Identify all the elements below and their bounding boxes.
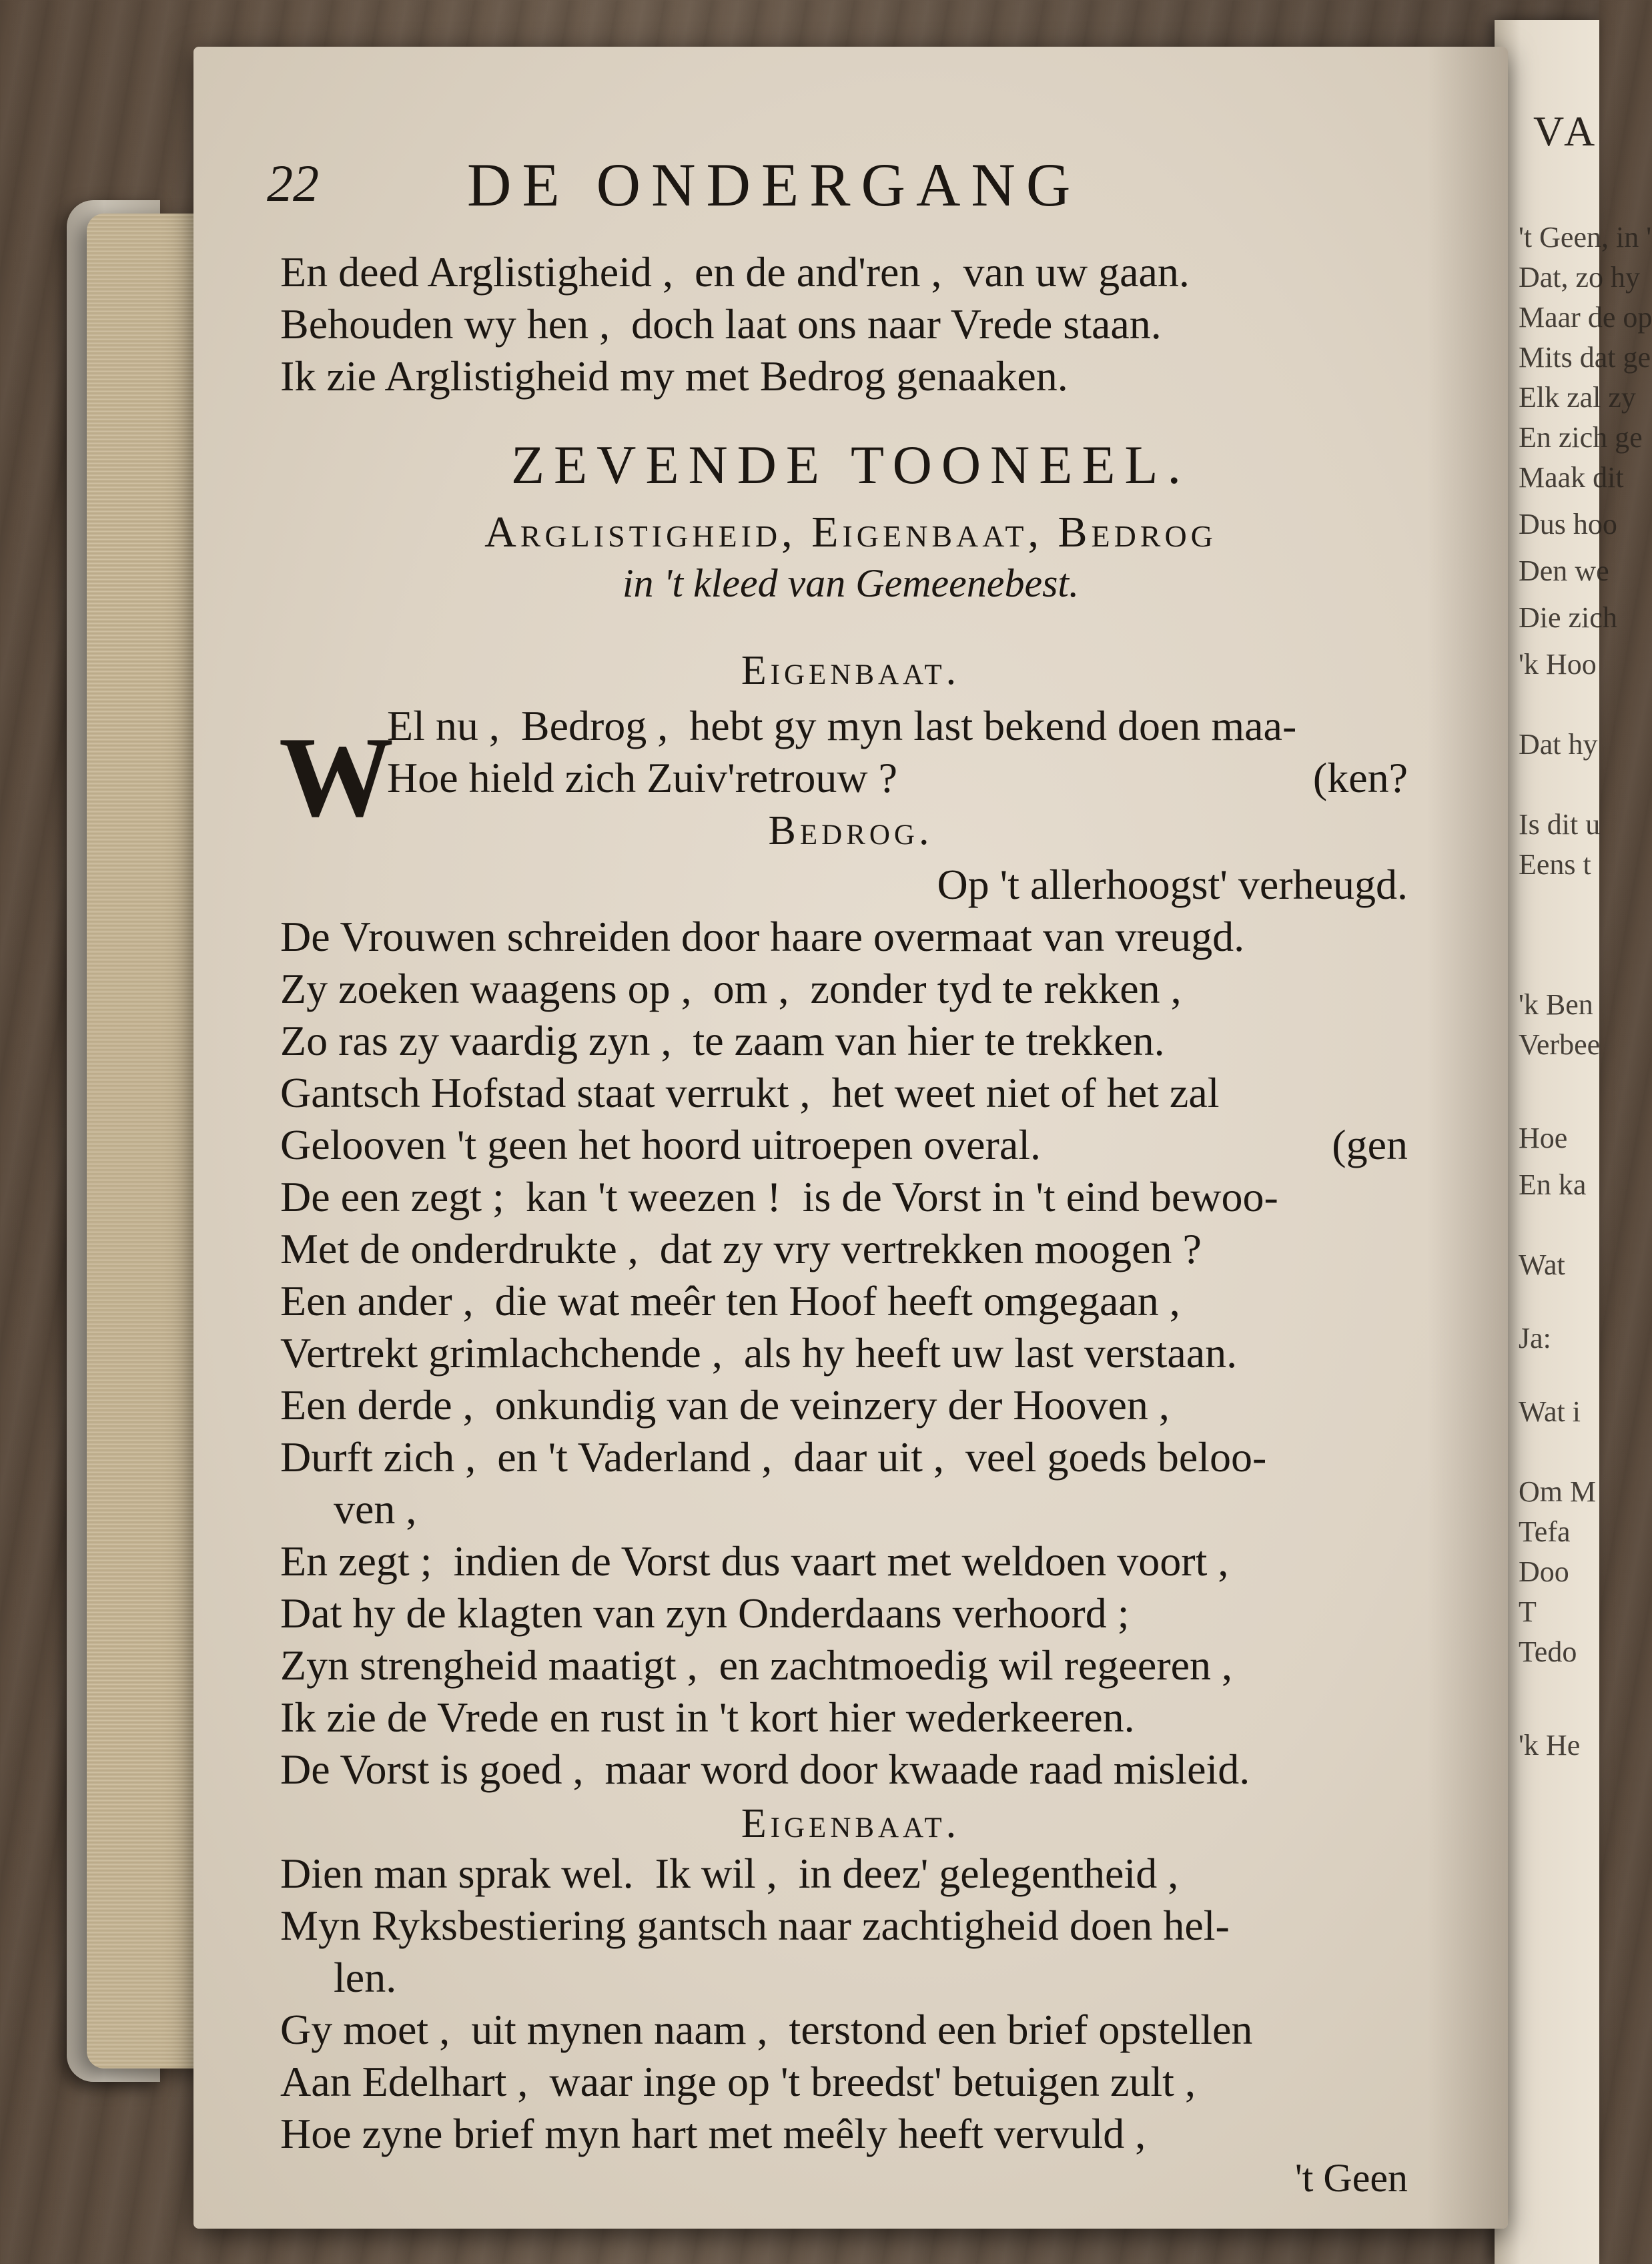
catchword: 't Geen: [1294, 2156, 1408, 2200]
verse-line: Hoe hield zich Zuiv'retrouw ?: [387, 754, 898, 801]
verse-line: Dien man sprak wel. Ik wil , in deez' gelegentheid ,: [280, 1850, 1179, 1897]
verse-line: Zo ras zy vaardig zyn , te zaam van hier te trekken.: [280, 1017, 1165, 1064]
speaker-name: Eigenbaat.: [741, 1801, 961, 1846]
verse-line-continuation: ven ,: [334, 1485, 417, 1533]
facing-page-line: 'k Hoo: [1519, 648, 1597, 681]
facing-page-line: Wat: [1519, 1248, 1565, 1281]
verse-line: Een derde , onkundig van de veinzery der Hooven ,: [280, 1381, 1170, 1429]
verse-line: De Vrouwen schreiden door haare overmaat van vreugd.: [280, 913, 1245, 960]
speaker-name: Bedrog.: [768, 808, 933, 853]
verse-line: El nu , Bedrog , hebt gy myn last bekend doen maa-: [387, 702, 1297, 749]
verse-line: Durft zich , en 't Vaderland , daar uit , veel goeds beloo-: [280, 1433, 1267, 1481]
facing-page-line: Dat hy: [1519, 728, 1598, 761]
page-number: 22: [267, 154, 319, 212]
facing-page-line: Elk zal zy: [1519, 381, 1636, 414]
facing-page-line: Mits dat ge: [1519, 341, 1651, 374]
verse-line: Een ander , die wat meêr ten Hoof heeft omgegaan ,: [280, 1277, 1180, 1325]
verse-line: Zyn strengheid maatigt , en zachtmoedig wil regeeren ,: [280, 1641, 1233, 1689]
verse-line: En zegt ; indien de Vorst dus vaart met weldoen voort ,: [280, 1537, 1229, 1585]
verse-line: De een zegt ; kan 't weezen ! is de Vorst in 't eind bewoo-: [280, 1173, 1278, 1220]
verse-line: Gelooven 't geen het hoord uitroepen overal.: [280, 1121, 1042, 1168]
verse-line: En deed Arglistigheid , en de and'ren , van uw gaan.: [280, 248, 1190, 296]
facing-page-line: Maar de op: [1519, 301, 1652, 334]
scene-title: ZEVENDE TOONEEL.: [510, 434, 1191, 495]
facing-page-line: Hoe: [1519, 1122, 1568, 1154]
facing-page-line: En ka: [1519, 1168, 1587, 1201]
running-title: DE ONDERGANG: [467, 151, 1082, 219]
facing-page-line: Den we: [1519, 554, 1609, 587]
verse-line: De Vorst is goed , maar word door kwaade raad misleid.: [280, 1746, 1250, 1793]
verse-line: Gy moet , uit mynen naam , terstond een brief opstellen: [280, 2006, 1253, 2053]
book-page: [193, 47, 1508, 2229]
facing-page-line: 'k He: [1519, 1729, 1581, 1762]
verse-line: Op 't allerhoogst' verheugd.: [937, 861, 1408, 908]
verse-line-turnover: (gen: [1332, 1121, 1408, 1168]
verse-line: Met de onderdrukte , dat zy vry vertrekken moogen ?: [280, 1225, 1202, 1272]
facing-page-line: Is dit u: [1519, 808, 1601, 841]
verse-line: Gantsch Hofstad staat verrukt , het weet niet of het zal: [280, 1069, 1220, 1116]
facing-page-header: VA: [1533, 107, 1601, 155]
facing-page-line: 'k Ben: [1519, 988, 1593, 1021]
facing-page-line: Maak dit: [1519, 461, 1624, 494]
facing-page-line: Dus hoo: [1519, 508, 1617, 540]
facing-page-line: Dat, zo hy: [1519, 261, 1641, 294]
facing-page-line: Om M: [1519, 1475, 1597, 1508]
facing-page-line: Eens t: [1519, 848, 1591, 881]
facing-page-line: Wat i: [1519, 1395, 1581, 1428]
speaker-name: Eigenbaat.: [741, 648, 961, 693]
facing-page-line: En zich ge: [1519, 421, 1643, 454]
facing-page-line: T: [1519, 1595, 1537, 1628]
facing-page-line: Doo: [1519, 1555, 1569, 1588]
scene-characters: Arglistigheid, Eigenbaat, Bedrog: [484, 508, 1217, 556]
facing-page-line: 't Geen, in ': [1519, 221, 1652, 254]
verse-line: Hoe zyne brief myn hart met meêly heeft vervuld ,: [280, 2110, 1146, 2157]
verse-line: Aan Edelhart , waar inge op 't breedst' betuigen zult ,: [280, 2058, 1196, 2105]
verse-line: Ik zie de Vrede en rust in 't kort hier wederkeeren.: [280, 1693, 1135, 1741]
drop-cap: W: [279, 714, 394, 841]
verse-line: Zy zoeken waagens op , om , zonder tyd te rekken ,: [280, 965, 1182, 1012]
facing-page-line: Tefa: [1519, 1515, 1571, 1548]
verse-line: Dat hy de klagten van zyn Onderdaans verhoord ;: [280, 1589, 1130, 1637]
facing-page-line: Die zich: [1519, 601, 1617, 634]
facing-page-line: Verbee: [1519, 1028, 1601, 1061]
verse-line: Vertrekt grimlachchende , als hy heeft uw last verstaan.: [280, 1329, 1238, 1377]
verse-line: Myn Ryksbestiering gantsch naar zachtigheid doen hel-: [280, 1902, 1230, 1949]
verse-line-turnover: (ken?: [1312, 754, 1408, 801]
stage-direction: in 't kleed van Gemeenebest.: [622, 561, 1080, 605]
facing-page: [1495, 20, 1652, 2264]
verse-line: Behouden wy hen , doch laat ons naar Vrede staan.: [280, 300, 1162, 348]
verse-line: Ik zie Arglistigheid my met Bedrog genaaken.: [280, 352, 1068, 400]
page-header: [267, 153, 1455, 234]
facing-page-line: Tedo: [1519, 1635, 1577, 1668]
verse-line-continuation: len.: [334, 1954, 397, 2001]
facing-page-line: Ja:: [1519, 1322, 1551, 1355]
page-text: [193, 47, 1508, 2229]
